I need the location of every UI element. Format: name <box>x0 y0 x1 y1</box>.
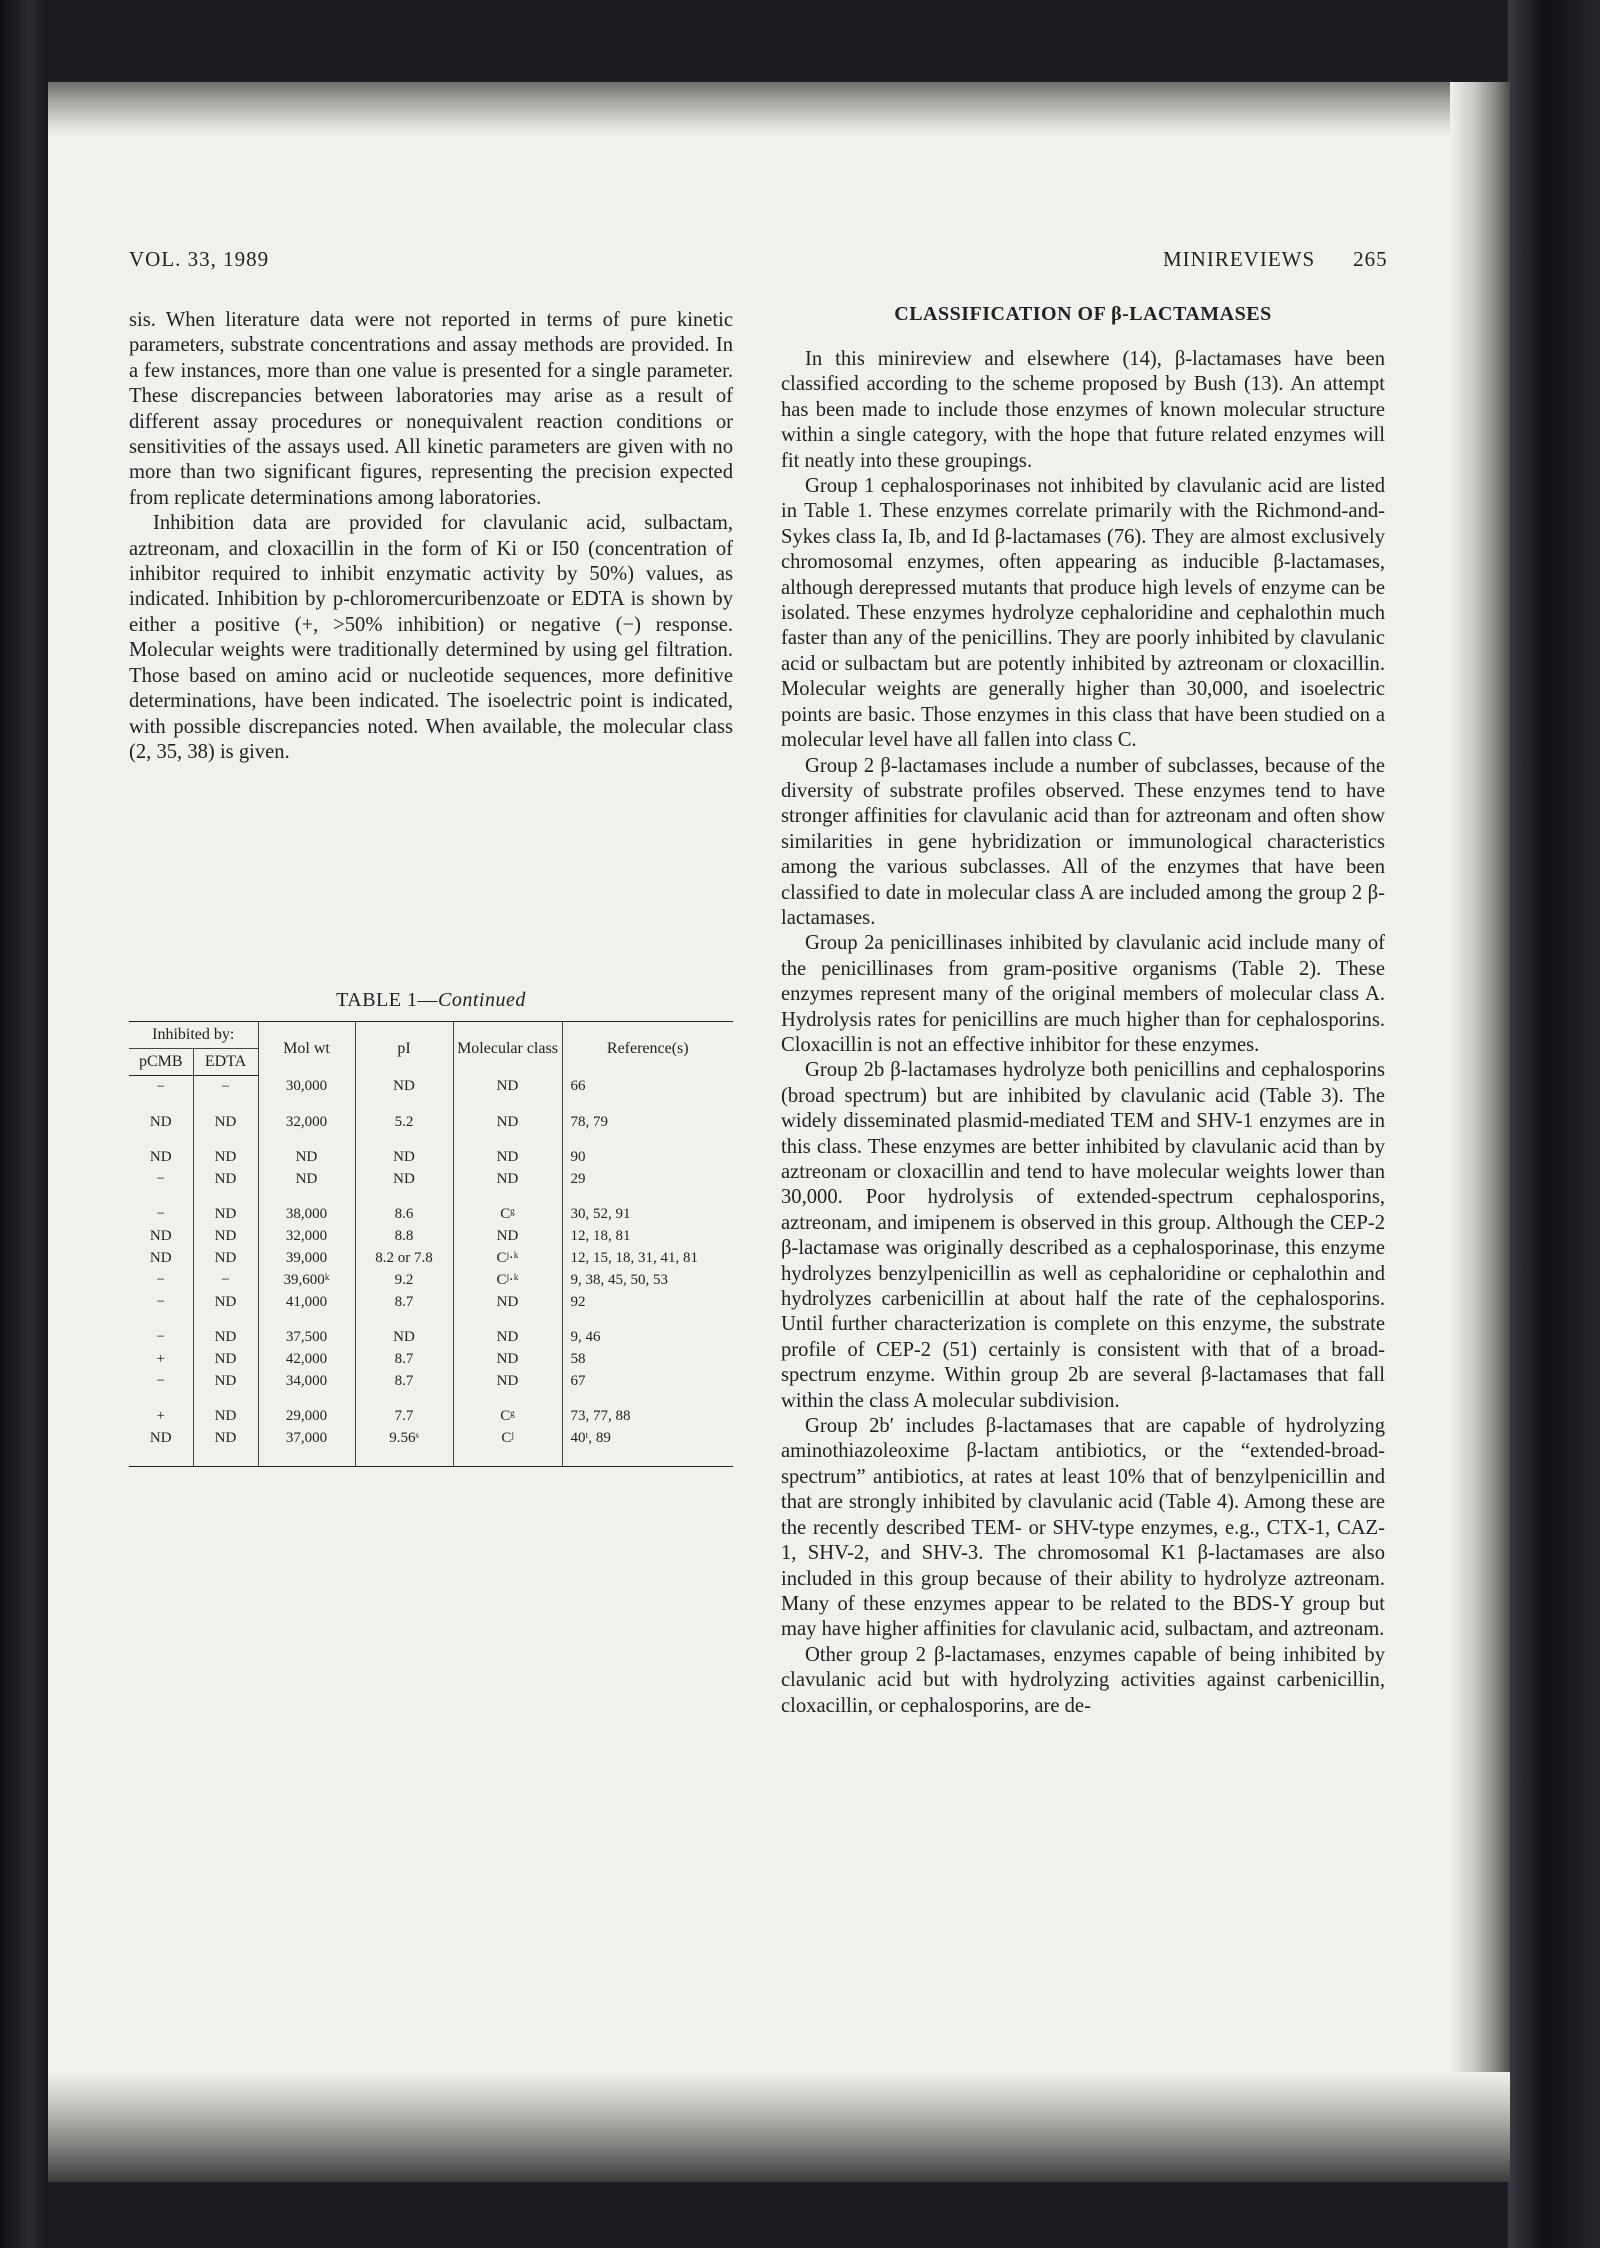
cell-references: 90 <box>570 1148 586 1165</box>
paragraph: Other group 2 β-lactamases, enzymes capable of being inhibited by clavulanic acid but with hydrolyzing activities against carbenicillin, cloxacillin, or cephalosporins, are de- <box>781 1643 1385 1717</box>
cell-edta: ND <box>193 1313 258 1348</box>
scan-background-right <box>1508 0 1600 2248</box>
cell-mol-wt: 42,000 <box>258 1348 355 1370</box>
table-row <box>129 1427 733 1467</box>
cell-pi: ND <box>355 1313 453 1348</box>
cell-edta: − <box>193 1269 258 1291</box>
cell-pcmb: − <box>129 1313 193 1348</box>
cell-edta: ND <box>193 1133 258 1168</box>
cell-pi: 5.2 <box>355 1098 453 1133</box>
cell-mol-wt: 41,000 <box>258 1291 355 1313</box>
header-mol-wt: Mol wt <box>258 1022 355 1076</box>
paragraph: Group 2b′ includes β-lactamases that are capable of hydrolyzing aminothiazoleoxime β-lactam antibiotics, or the “extended-broad-spectrum” antibiotics, at rates at least 10% that of benzylpenicillin and that are strongly inhibited by clavulanic acid (Table 4). Among these are the recently described TEM- or SHV-type enzymes, e.g., CTX-1, CAZ-1, SHV-2, and SHV-3. The chromosomal K1 β-lactamases are also included in this group because of their ability to hydrolyze aztreonam. Many of these enzymes appear to be related to the BDS-Y group but may have higher affinities for clavulanic acid, sulbactam, and aztreonam. <box>781 1415 1385 1641</box>
cell-edta: − <box>193 1076 258 1099</box>
cell-edta: ND <box>193 1098 258 1133</box>
section-title: CLASSIFICATION OF β-LACTAMASES <box>894 303 1272 325</box>
table-row <box>129 1133 733 1168</box>
cell-pi: ND <box>355 1168 453 1190</box>
paragraph: In this minireview and elsewhere (14), β-lactamases have been classified according to the scheme proposed by Bush (13). An attempt has been made to include those enzymes of known molecular structure within a single category, with the hope that future related enzymes will fit neatly into these groupings. <box>781 348 1385 472</box>
cell-pi: 8.7 <box>355 1370 453 1392</box>
table-row <box>129 1098 733 1133</box>
cell-pi: 8.7 <box>355 1291 453 1313</box>
header-pcmb: pCMB <box>129 1049 193 1076</box>
table-row <box>129 1370 733 1392</box>
cell-pi: 8.6 <box>355 1190 453 1225</box>
cell-molecular-class: Cʲ <box>453 1427 562 1467</box>
header-molecular-class: Molecular class <box>453 1022 562 1076</box>
cell-mol-wt: 37,500 <box>258 1313 355 1348</box>
cell-edta: ND <box>193 1348 258 1370</box>
cell-pcmb: ND <box>129 1427 193 1467</box>
cell-pi: 8.7 <box>355 1348 453 1370</box>
cell-molecular-class: Cʲ·ᵏ <box>453 1269 562 1291</box>
running-head-right <box>1163 247 1388 272</box>
paragraph: Group 2b β-lactamases hydrolyze both penicillins and cephalosporins (broad spectrum) but are inhibited by clavulanic acid (Table 3). The widely disseminated plasmid-mediated TEM and SHV-1 enzymes are in this class. These enzymes are better inhibited by clavulanic acid than by aztreonam or cloxacillin and tend to have molecular weights lower than 30,000. Poor hydrolysis of extended-spectrum cephalosporins, aztreonam, and imipenem is observed in this group. Although the CEP-2 β-lactamase was originally described as a cephalosporinase, this enzyme hydrolyzes benzylpenicillin as well as cephaloridine or cephalothin and hydrolyzes carbenicillin at about half the rate of the cephalosporins. Until further characterization is complete on this enzyme, the substrate profile of CEP-2 (51) certainly is consistent with that of a broad-spectrum enzyme. Within group 2b are several β-lactamases that fall within the class A molecular subdivision. <box>781 1059 1385 1412</box>
paragraph: Group 2a penicillinases inhibited by clavulanic acid include many of the penicillinases from gram-positive organisms (Table 2). These enzymes represent many of the original members of molecular class A. Hydrolysis rates for penicillins are much higher than for cephalosporins. Cloxacillin is not an effective inhibitor for these enzymes. <box>781 932 1385 1056</box>
cell-mol-wt: ND <box>258 1133 355 1168</box>
left-column <box>129 308 733 765</box>
cell-molecular-class: ND <box>453 1168 562 1190</box>
header-edta: EDTA <box>193 1049 258 1076</box>
cell-pi: ND <box>355 1076 453 1099</box>
paragraph: sis. When literature data were not reported in terms of pure kinetic parameters, substrate concentrations and assay methods are provided. In a few instances, more than one value is presented for a single parameter. These discrepancies between laboratories may arise as a result of different assay procedures or nonequivalent reaction conditions or sensitivities of the assays used. All kinetic parameters are given with no more than two significant figures, representing the precision expected from replicate determinations among laboratories. <box>129 309 733 509</box>
cell-edta: ND <box>193 1291 258 1313</box>
table-caption-prefix: TABLE 1— <box>336 989 438 1011</box>
table-caption <box>129 989 733 1012</box>
cell-pi: 9.2 <box>355 1269 453 1291</box>
cell-mol-wt: 38,000 <box>258 1190 355 1225</box>
cell-pcmb: − <box>129 1076 193 1099</box>
header-references: Reference(s) <box>562 1022 733 1076</box>
table-row <box>129 1076 733 1099</box>
cell-molecular-class: ND <box>453 1076 562 1099</box>
cell-pcmb: − <box>129 1168 193 1190</box>
cell-pcmb: − <box>129 1370 193 1392</box>
cell-mol-wt: 30,000 <box>258 1076 355 1099</box>
header-inhibited-by: Inhibited by: <box>129 1022 258 1049</box>
right-column <box>781 347 1385 1719</box>
cell-edta: ND <box>193 1225 258 1247</box>
cell-pi: ND <box>355 1133 453 1168</box>
cell-molecular-class: ND <box>453 1370 562 1392</box>
cell-mol-wt: 29,000 <box>258 1392 355 1427</box>
running-head-section: MINIREVIEWS <box>1163 247 1316 271</box>
cell-mol-wt: 34,000 <box>258 1370 355 1392</box>
paragraph: Group 1 cephalosporinases not inhibited by clavulanic acid are listed in Table 1. These enzymes correlate primarily with the Richmond-and-Sykes class Ia, Ib, and Id β-lactamases (76). They are almost exclusively chromosomal enzymes, often appearing as inducible β-lactamases, although derepressed mutants that produce high levels of enzyme can be isolated. These enzymes hydrolyze cephaloridine and cephalothin much faster than any of the penicillins. They are poorly inhibited by clavulanic acid or sulbactam but are potently inhibited by aztreonam or cloxacillin. Molecular weights are generally higher than 30,000, and isoelectric points are basic. Those enzymes in this class that have been studied on a molecular level have all fallen into class C. <box>781 475 1385 752</box>
cell-references: 66 <box>570 1078 586 1095</box>
cell-pcmb: ND <box>129 1133 193 1168</box>
cell-pcmb: − <box>129 1291 193 1313</box>
cell-molecular-class: Cᵍ <box>453 1190 562 1225</box>
cell-pcmb: ND <box>129 1247 193 1269</box>
cell-pcmb: ND <box>129 1225 193 1247</box>
cell-edta: ND <box>193 1392 258 1427</box>
cell-edta: ND <box>193 1190 258 1225</box>
table-row <box>129 1313 733 1348</box>
table-1-continued <box>129 1021 733 1467</box>
cell-molecular-class: ND <box>453 1348 562 1370</box>
cell-pcmb: − <box>129 1269 193 1291</box>
cell-pi: 9.56ˢ <box>355 1427 453 1467</box>
page-number: 265 <box>1353 247 1388 271</box>
cell-references: 73, 77, 88 <box>570 1407 631 1424</box>
cell-pi: 8.8 <box>355 1225 453 1247</box>
cell-mol-wt: 37,000 <box>258 1427 355 1467</box>
cell-references: 29 <box>570 1170 586 1187</box>
running-head-volume: VOL. 33, 1989 <box>129 247 270 271</box>
cell-molecular-class: ND <box>453 1133 562 1168</box>
cell-edta: ND <box>193 1247 258 1269</box>
cell-molecular-class: Cʲ·ᵏ <box>453 1247 562 1269</box>
table-row <box>129 1190 733 1225</box>
paragraph: Group 2 β-lactamases include a number of subclasses, because of the diversity of substrate profiles observed. These enzymes tend to have stronger affinities for clavulanic acid than for aztreonam and often show similarities in gene hybridization or immunological characteristics among the various subclasses. All of the enzymes that have been classified to date in molecular class A are included among the group 2 β-lactamases. <box>781 754 1385 929</box>
cell-pcmb: − <box>129 1190 193 1225</box>
cell-edta: ND <box>193 1370 258 1392</box>
cell-mol-wt: 39,600ᵏ <box>258 1269 355 1291</box>
cell-molecular-class: ND <box>453 1225 562 1247</box>
cell-references: 30, 52, 91 <box>570 1205 631 1222</box>
cell-references: 40ᵗ, 89 <box>562 1427 733 1467</box>
scan-background-left <box>0 0 48 2248</box>
cell-references: 12, 18, 81 <box>570 1227 631 1244</box>
table-row <box>129 1225 733 1247</box>
table-caption-continued: Continued <box>438 989 526 1011</box>
cell-molecular-class: ND <box>453 1098 562 1133</box>
table-row <box>129 1247 733 1269</box>
header-pi: pI <box>355 1022 453 1076</box>
cell-molecular-class: ND <box>453 1291 562 1313</box>
cell-pi: 7.7 <box>355 1392 453 1427</box>
paragraph: Inhibition data are provided for clavulanic acid, sulbactam, aztreonam, and cloxacillin in the form of Ki or I50 (concentration of inhibitor required to inhibit enzymatic activity by 50%) values, as indicated. Inhibition by p-chloromercuribenzoate or EDTA is shown by either a positive (+, >50% inhibition) or negative (−) response. Molecular weights were traditionally determined by using gel filtration. Those based on amino acid or nucleotide sequences, more definitive determinations, have been indicated. The isoelectric point is indicated, with possible discrepancies noted. When available, the molecular class (2, 35, 38) is given. <box>129 512 733 763</box>
table-row <box>129 1392 733 1427</box>
cell-references: 58 <box>570 1350 586 1367</box>
cell-mol-wt: 32,000 <box>258 1225 355 1247</box>
cell-pcmb: + <box>129 1392 193 1427</box>
cell-molecular-class: ND <box>453 1313 562 1348</box>
table-row <box>129 1269 733 1291</box>
cell-mol-wt: 39,000 <box>258 1247 355 1269</box>
table-row <box>129 1291 733 1313</box>
cell-mol-wt: ND <box>258 1168 355 1190</box>
cell-references: 12, 15, 18, 31, 41, 81 <box>570 1249 698 1266</box>
cell-molecular-class: Cᵍ <box>453 1392 562 1427</box>
table-row <box>129 1348 733 1370</box>
cell-edta: ND <box>193 1168 258 1190</box>
cell-references: 9, 38, 45, 50, 53 <box>570 1271 668 1288</box>
page-shadow-bottom <box>48 2072 1510 2182</box>
table-row <box>129 1168 733 1190</box>
cell-mol-wt: 32,000 <box>258 1098 355 1133</box>
cell-pcmb: + <box>129 1348 193 1370</box>
cell-pcmb: ND <box>129 1098 193 1133</box>
cell-references: 9, 46 <box>570 1328 601 1345</box>
page-shadow-right <box>1450 82 1510 2182</box>
cell-references: 67 <box>570 1372 586 1389</box>
cell-references: 92 <box>570 1293 586 1310</box>
cell-pi: 8.2 or 7.8 <box>355 1247 453 1269</box>
cell-references: 78, 79 <box>570 1113 608 1130</box>
cell-edta: ND <box>193 1427 258 1467</box>
page-shadow-top <box>48 82 1510 138</box>
